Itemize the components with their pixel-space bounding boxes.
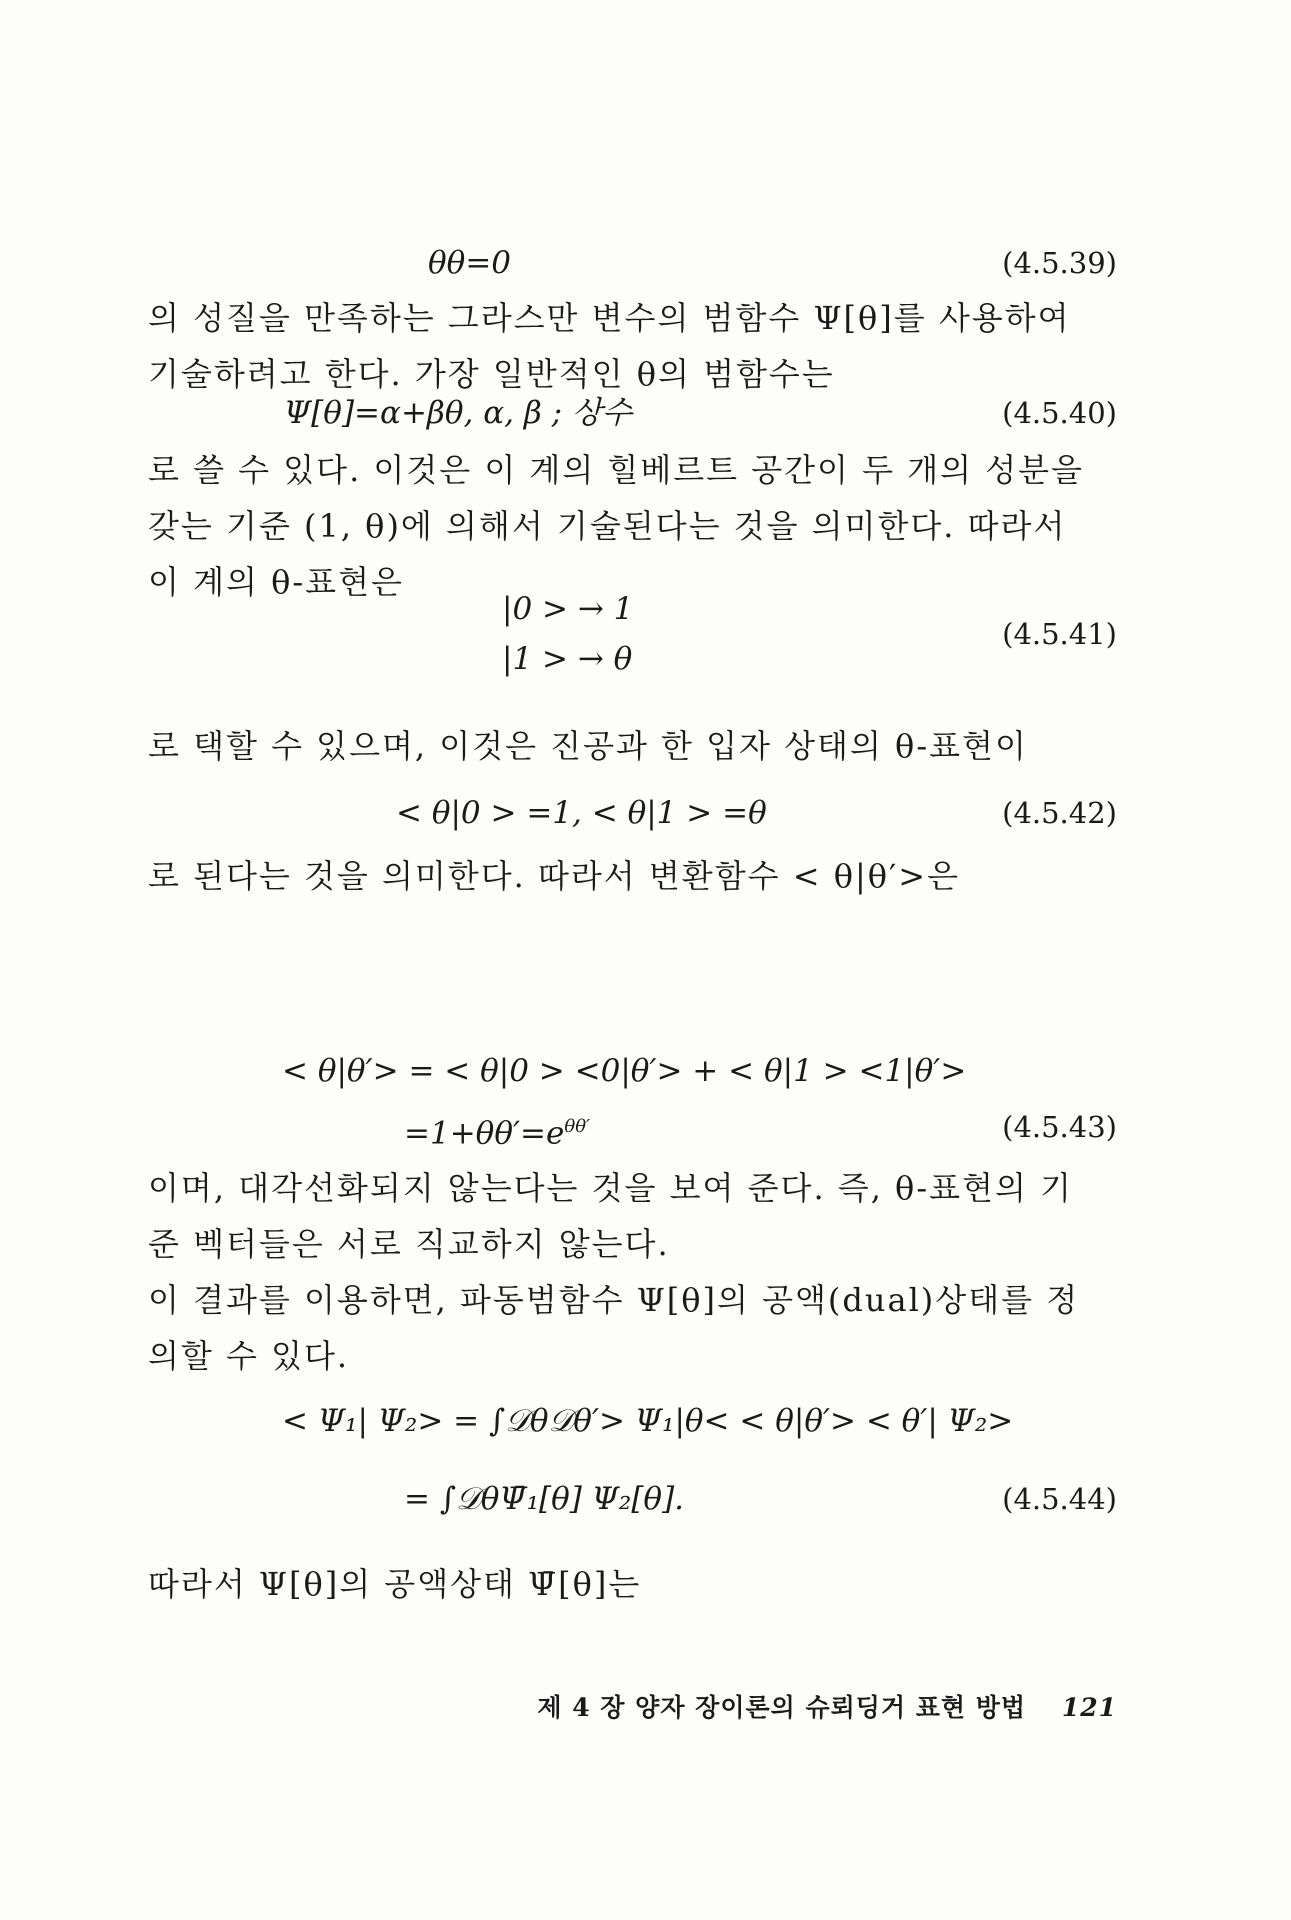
paragraph-4 [148,848,1116,904]
equation-4-5-43 [0,1046,1291,1156]
equation-number: (4.5.41) [1002,617,1117,651]
text-line: 기술하려고 한다. 가장 일반적인 θ의 범함수는 [148,355,835,393]
equation-line: = ∫𝒟θΨ̄₁[θ] Ψ₂[θ]. [404,1481,685,1517]
chapter-title: 제 4 장 양자 장이론의 슈뢰딩거 표현 방법 [537,1693,1027,1722]
paragraph-3 [148,718,1116,774]
equation-text: θθ=0 [428,245,512,281]
equation-4-5-40 [0,388,1291,438]
page-number: 121 [1061,1693,1117,1722]
equation-number: (4.5.40) [1002,396,1117,430]
equation-line: |0 > → 1 [502,591,634,627]
paragraph-5 [148,1160,1116,1384]
equation-text: Ψ[θ]=α+βθ, α, β ; 상수 [284,395,632,431]
text-line: 갖는 기준 (1, θ)에 의해서 기술된다는 것을 의미한다. 따라서 [148,507,1067,545]
equation-line: < Ψ₁| Ψ₂> = ∫𝒟θ𝒟θ′> Ψ₁|θ< < θ|θ′> < θ′| Ψ₂> [282,1403,1014,1439]
text-line: 로 된다는 것을 의미한다. 따라서 변환함수 < θ|θ′>은 [148,857,960,895]
text-line: 의할 수 있다. [148,1337,350,1375]
equation-text: < θ|0 > =1, < θ|1 > =θ [396,795,767,831]
text-line: 의 성질을 만족하는 그라스만 변수의 범함수 Ψ[θ]를 사용하여 [148,299,1071,337]
text-line: 이며, 대각선화되지 않는다는 것을 보여 준다. 즉, θ-표현의 기 [148,1169,1073,1207]
equation-4-5-44 [0,1396,1291,1536]
equation-number: (4.5.44) [1002,1482,1117,1516]
equation-number: (4.5.42) [1002,796,1117,830]
equation-number: (4.5.43) [1002,1110,1117,1144]
equation-4-5-41 [0,584,1291,704]
paragraph-6 [148,1556,1116,1612]
page-footer [537,1688,1117,1724]
text-line: 로 택할 수 있으며, 이것은 진공과 한 입자 상태의 θ-표현이 [148,727,1028,765]
text-line: 준 벡터들은 서로 직교하지 않는다. [148,1225,670,1263]
exponent: θθ′ [564,1116,591,1137]
text-line: 로 쓸 수 있다. 이것은 이 계의 힐베르트 공간이 두 개의 성분을 [148,451,1084,489]
equation-line [404,1102,590,1158]
text-line: 이 계의 θ-표현은 [148,563,404,601]
text-line: 따라서 Ψ[θ]의 공액상태 Ψ̄[θ]는 [148,1565,642,1603]
equation-line-main: =1+θθ′=e [404,1115,565,1152]
equation-line: < θ|θ′> = < θ|0 > <0|θ′> + < θ|1 > <1|θ′> [282,1053,967,1089]
equation-4-5-39 [0,238,1291,288]
text-line: 이 결과를 이용하면, 파동범함수 Ψ[θ]의 공액(dual)상태를 정 [148,1281,1080,1319]
equation-number: (4.5.39) [1002,246,1117,280]
paragraph-1 [148,290,1116,402]
equation-line: |1 > → θ [502,641,633,677]
equation-4-5-42 [0,788,1291,838]
